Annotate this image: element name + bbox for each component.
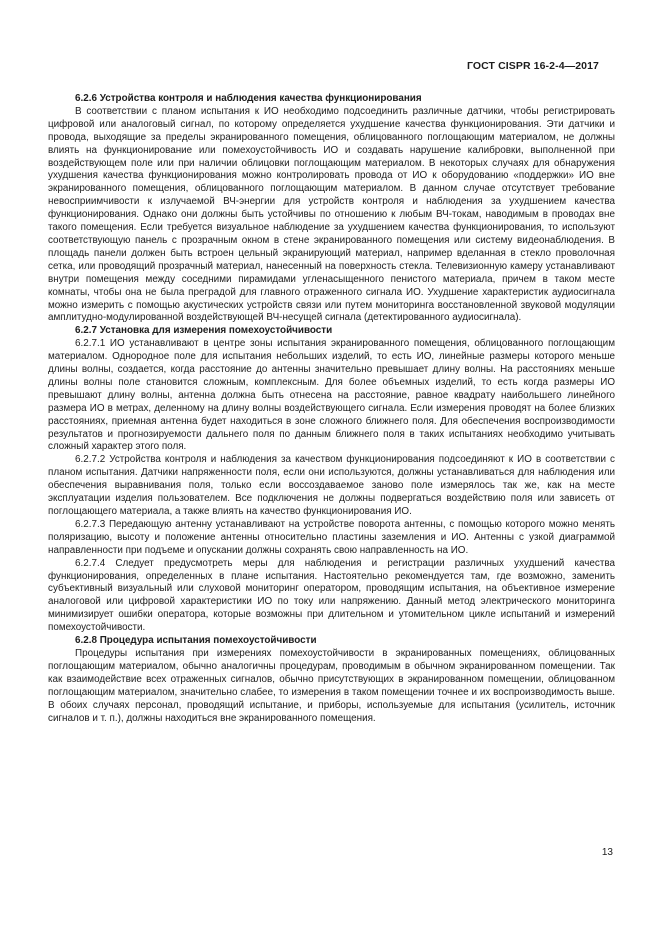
- document-body: [48, 93, 615, 725]
- paragraph: 6.2.7.1 ИО устанавливают в центре зоны испытания экранированного помещения, облицованного поглощающим материалом. Однородное поле для испытания небольших изделий, то есть ИО, линейные размеры которого меньше длины волны, создается, когда расстояние до антенны значительно превышает длину волны. На расстояниях меньше длины волны поле становится сложным, комплексным. Для более объемных изделий, то есть когда размеры ИО превышают длину волны, антенна должна быть отнесена на расстояние, равное квадрату наибольшего линейного размера ИО в метрах, деленному на длину волны воздействующего сигнала. Если измерения проводят на более близких расстояниях, приемная антенна будет находиться в зоне сложного ближнего поля. Для обеспечения воспроизводимости результатов и прогнозируемости дальнего поля по данным ближнего поля в таких испытаниях необходимо учитывать сложный характер этого поля.: [48, 338, 615, 453]
- document-header: ГОСТ CISPR 16-2-4—2017: [466, 60, 599, 72]
- paragraph: В соответствии с планом испытания к ИО необходимо подсоединить различные датчики, чтобы регистрировать цифровой или аналоговый сигнал, по которому определяется ухудшение качества функционирования. Эти датчики и провода, выходящие за пределы экранированного помещения, облицованного поглощающим материалом, не должны влиять на функционирование или помехоустойчивость ИО и создавать нарушение калибровки, выполненной при воздействующем поле или при наличии облицовки поглощающим материалом. В некоторых случаях для обнаружения ухудшения качества функционирования можно контролировать провода от ИО к оборудованию «поддержки» ИО вне экранированного помещения, облицованного поглощающим материалом. В данном случае отсутствует требование невосприимчивости к излучаемой ВЧ-энергии для устройств контроля и наблюдения за ухудшением качества функционирования. Однако они должны быть устойчивы по отношению к любым ВЧ-токам, наводимым в проводах вне такого помещения. Если требуется визуальное наблюдение за ухудшением качества функционирования, то используют соответствующую панель с прозрачным окном в стене экранированного помещения или систему видеонаблюдения. В площадь панели должен быть встроен цельный экранирующий материал, например вделанная в стекло проволочная сетка, или проводящий прозрачный материал, нанесенный на поверхность стекла. Телевизионную камеру устанавливают внутри помещения между соседними пирамидами угленасыщенного пенистого материала, причем в таком месте комнаты, чтобы она не была преградой для главного отраженного сигнала ИО. Ухудшение характеристик аудиосигнала можно измерить с помощью акустических устройств связи или путем мониторинга восстановленной звуковой модуляции амплитудно-модулированной воздействующей ВЧ-несущей сигнала (детектированного аудиосигнала).: [48, 105, 615, 324]
- section-heading: 6.2.8 Процедура испытания помехоустойчивости: [75, 635, 317, 647]
- paragraph: 6.2.7.3 Передающую антенну устанавливают на устройстве поворота антенны, с помощью которого можно менять поляризацию, высоту и положение антенны относительно пластины заземления и ИО. Антенны с узкой диаграммой направленности при подъеме и опускании должны сохранять свою направленность на ИО.: [48, 518, 615, 556]
- page-number: 13: [601, 847, 613, 858]
- section-heading: 6.2.6 Устройства контроля и наблюдения качества функционирования: [75, 93, 422, 104]
- section-heading: 6.2.7 Установка для измерения помехоустойчивости: [75, 325, 333, 337]
- paragraph: Процедуры испытания при измерениях помехоустойчивости в экранированных помещениях, облицованных поглощающим материалом, обычно аналогичны процедурам, проводимым в обычном экранированном помещении. Так как взаимодействие всех отраженных сигналов, обычно присутствующих в экранированном помещении, облицованном поглощающим материалом, значительно слабее, то измерения в таком помещении точнее и их воспроизводимость выше. В обоих случаях персонал, проводящий испытание, и приборы, используемые для испытания (усилитель, источник сигналов и т. п.), должны находиться вне экранированного помещения.: [48, 647, 615, 724]
- paragraph: 6.2.7.2 Устройства контроля и наблюдения за качеством функционирования подсоединяют к ИО в соответствии с планом испытания. Датчики напряженности поля, если они используются, должны устанавливаться для наблюдения или обеспечения выравнивания поля, только если воссоздаваемое заново поле измерялось так же, как на месте эксплуатации изделия пользователем. Все подключения не должны подвергаться воздействию поля или зависеть от поглощающего материала, а также влиять на качество функционирования ИО.: [48, 454, 615, 517]
- paragraph: 6.2.7.4 Следует предусмотреть меры для наблюдения и регистрации различных ухудшений качества функционирования, определенных в плане испытания. Настоятельно рекомендуется там, где возможно, заменить субъективный визуальный или слуховой мониторинг оператором, проводящим испытания, на объективное измерение аналоговой или цифровой характеристики ИО по току или напряжению. Данный метод электрического мониторинга минимизирует ошибки оператора, которые возможны при длительном и утомительном цикле испытаний и измерений помехоустойчивости.: [48, 557, 615, 634]
